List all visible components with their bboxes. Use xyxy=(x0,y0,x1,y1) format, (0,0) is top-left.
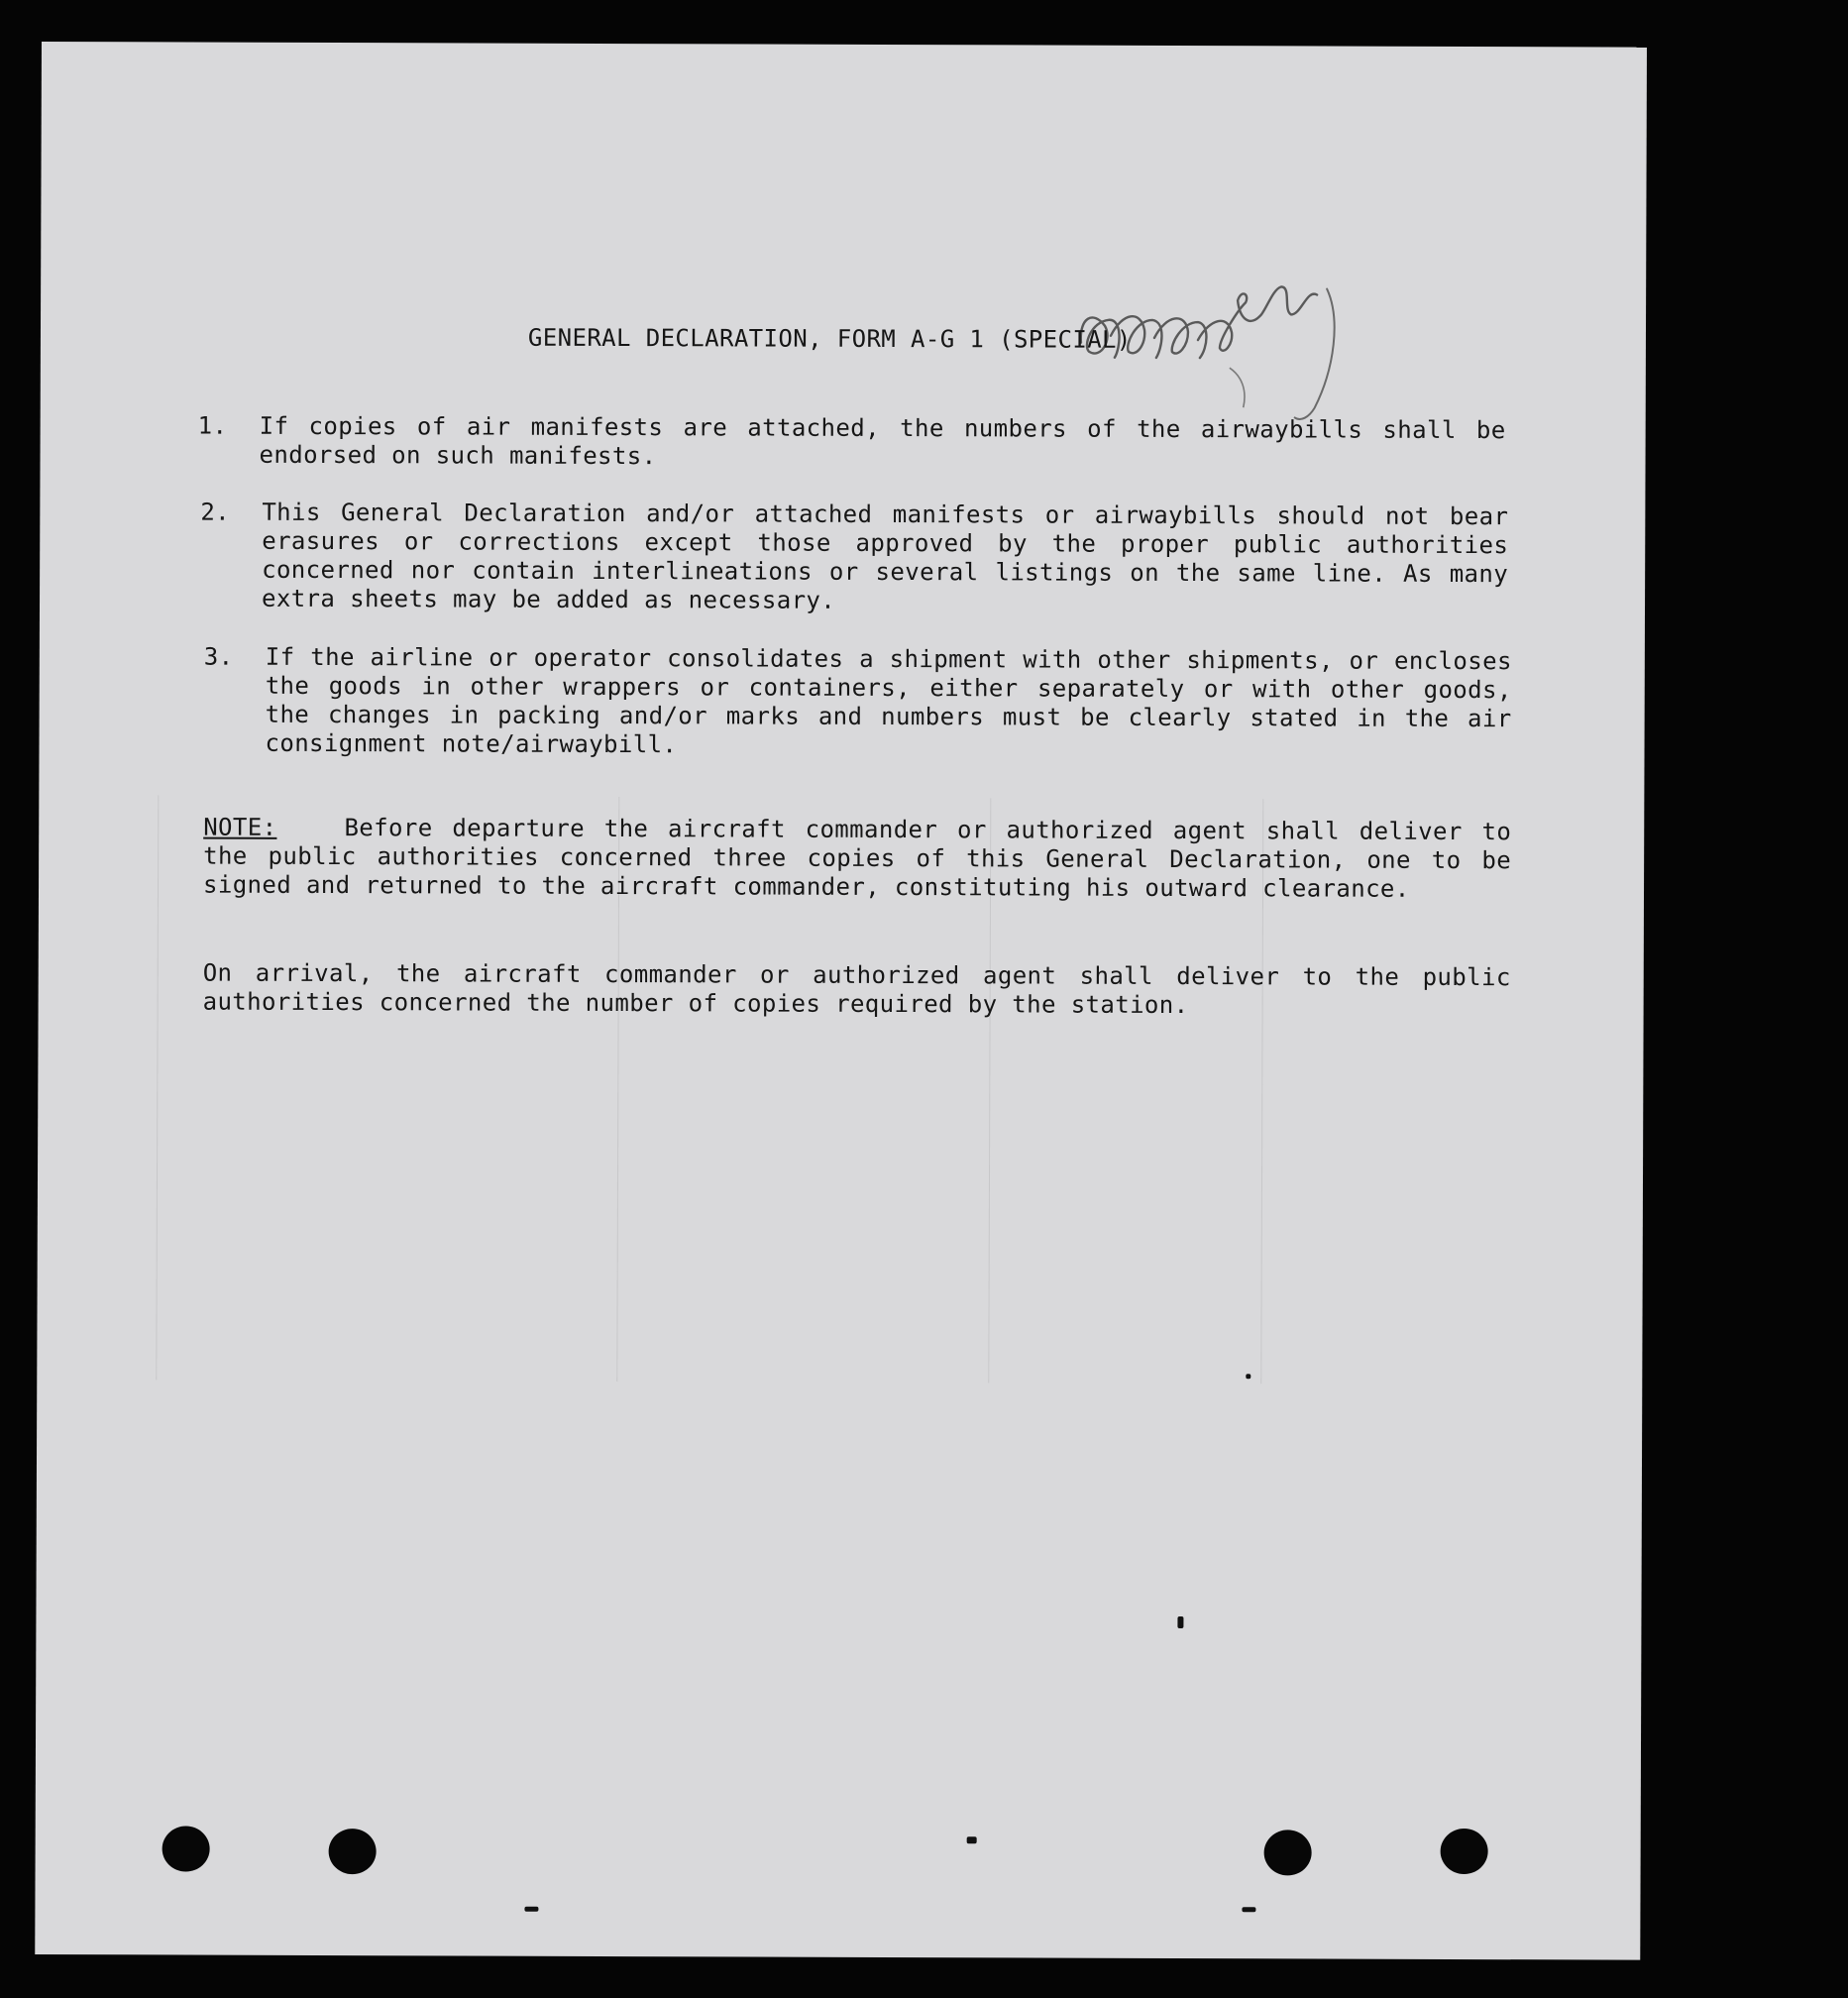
scan-speck xyxy=(1246,1374,1250,1379)
scan-speck xyxy=(967,1836,977,1843)
list-item-1 xyxy=(197,412,1505,475)
punch-hole xyxy=(163,1826,210,1871)
note-paragraph xyxy=(203,814,1511,905)
punch-hole xyxy=(329,1829,377,1874)
arrival-paragraph: On arrival, the aircraft commander or authorized agent shall deliver to the public authorities concerned the number of copies required by the station. xyxy=(202,958,1511,1020)
punch-hole xyxy=(1264,1830,1312,1875)
list-item-3 xyxy=(203,643,1511,763)
list-item-text: If the airline or operator consolidates a shipment with other shipments, or encloses the goods in other wrappers or containers, either separately or with other goods, the changes in packing and/or marks and numbers must be clearly stated in the air consignment note/airwaybill. xyxy=(265,642,1512,759)
list-item-number: 1. xyxy=(197,411,228,440)
list-item-number: 2. xyxy=(200,498,231,526)
note-label: NOTE: xyxy=(203,813,277,841)
bleed-through-line xyxy=(156,795,159,1380)
document-title: GENERAL DECLARATION, FORM A-G 1 (SPECIAL) xyxy=(527,323,1132,354)
list-item-2 xyxy=(200,499,1508,618)
note-text: Before departure the aircraft commander or authorized agent shall deliver to the public authorities concerned three copies of this General Declaration, one to be signed and returned to the aircraft commander, constituting his outward clearance. xyxy=(202,814,1512,903)
scan-speck xyxy=(1177,1616,1183,1628)
document-page xyxy=(35,42,1647,1960)
list-item-number: 3. xyxy=(203,642,234,671)
list-item-text: This General Declaration and/or attached manifests or airwaybills should not bear erasures or corrections except those approved by the proper public authorities concerned nor contain interlineations or several listings on the same line. As many extra sheets may be added as necessary. xyxy=(261,498,1509,614)
scan-speck xyxy=(524,1907,538,1912)
punch-hole xyxy=(1441,1829,1488,1874)
list-item-text: If copies of air manifests are attached, the numbers of the airwaybills shall be endorsed on such manifests. xyxy=(259,411,1506,471)
scan-speck xyxy=(1242,1907,1255,1912)
